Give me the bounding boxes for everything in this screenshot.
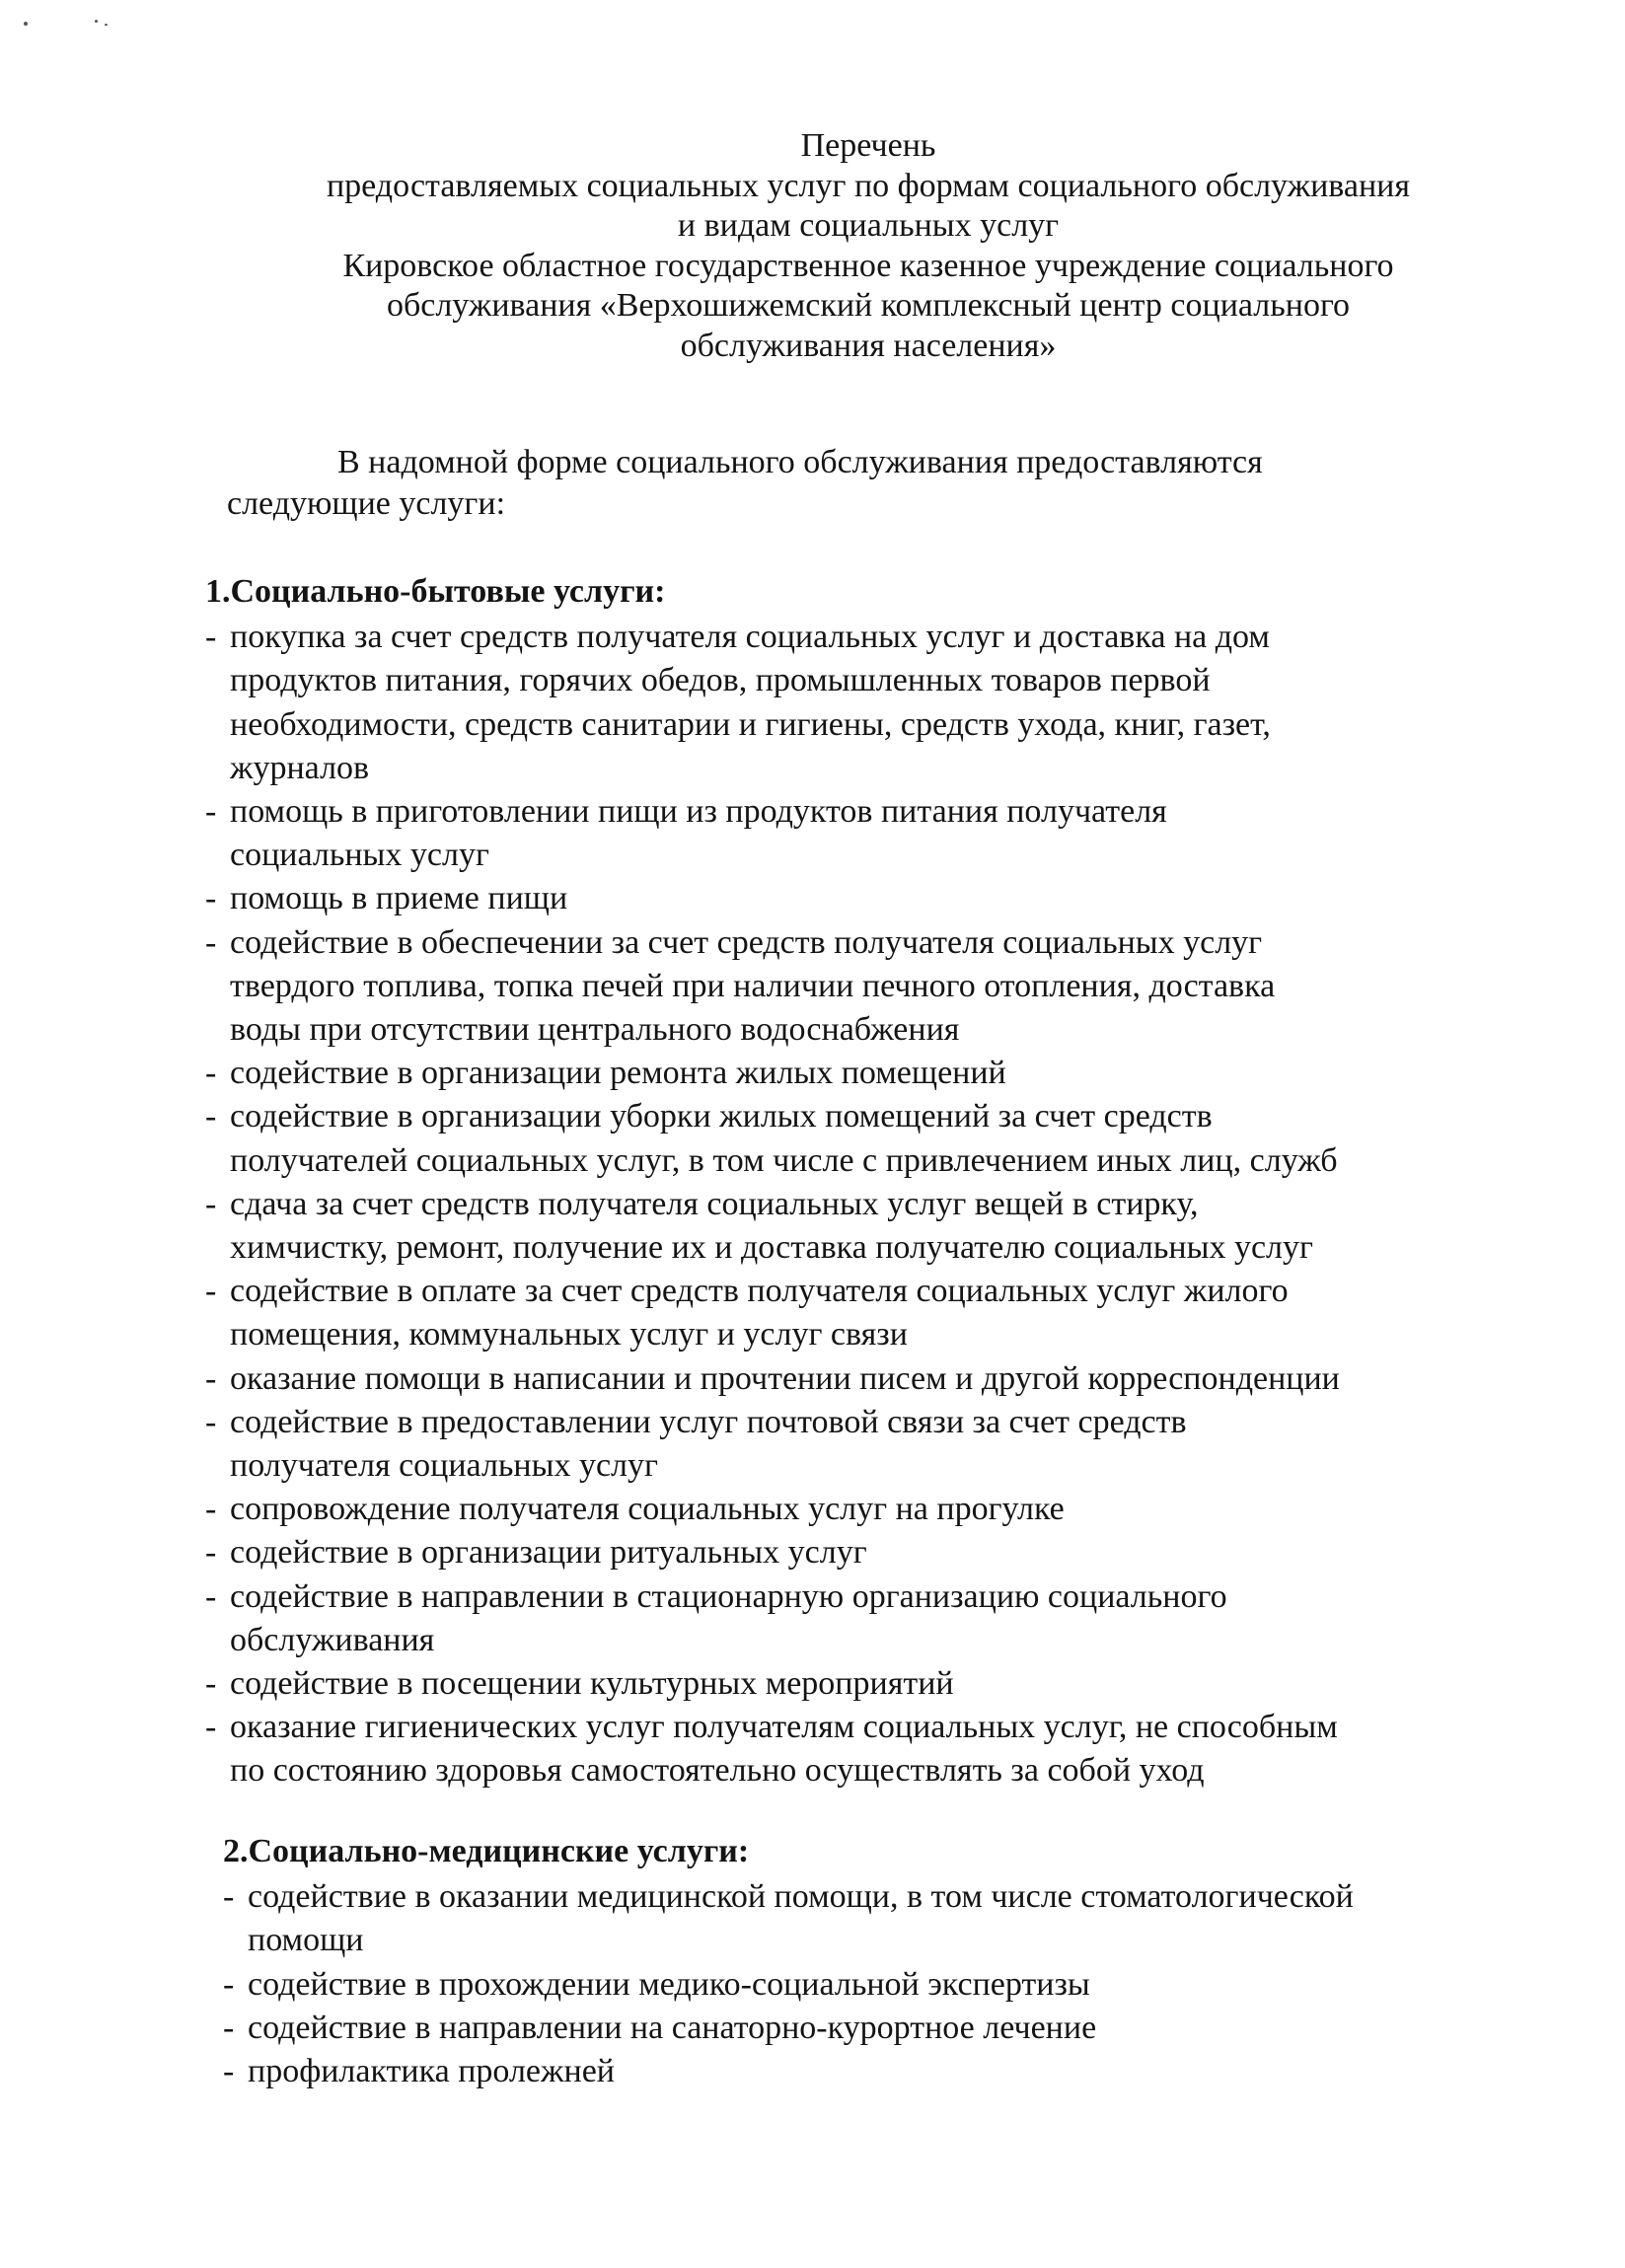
- list-item: [205, 1575, 1606, 1662]
- list-item-text: помощи: [248, 1922, 364, 1959]
- bullet-dash: -: [205, 1665, 217, 1703]
- intro-line: В надомной форме социального обслуживания предоставляются: [337, 444, 1263, 480]
- list-item-text: содействие в прохождении медико-социальной экспертизы: [248, 1965, 1090, 2003]
- list-item: [223, 2007, 1604, 2050]
- bullet-dash: -: [223, 2009, 235, 2046]
- list-item-text: содействие в направлении на санаторно-курортное лечение: [248, 2009, 1097, 2046]
- bullet-dash: -: [205, 793, 217, 831]
- section-heading: 2.Социально-медицинские услуги:: [223, 1833, 750, 1869]
- bullet-dash: -: [205, 1273, 217, 1310]
- list-item: [223, 1875, 1604, 1962]
- title-line: обслуживания «Верхошижемский комплексный центр социального: [386, 287, 1351, 324]
- list-item: [205, 921, 1606, 1053]
- bullet-dash: -: [205, 1403, 217, 1440]
- scan-speck: [24, 22, 28, 26]
- bullet-dash: -: [205, 880, 217, 917]
- intro-paragraph: [227, 442, 1539, 525]
- list-item-text: помещения, коммунальных услуг и услуг связи: [230, 1316, 908, 1353]
- list-item: [223, 1963, 1604, 2007]
- list-item: [205, 1357, 1606, 1401]
- list-item-text: содействие в организации ремонта жилых помещений: [230, 1055, 1006, 1092]
- bullet-dash: -: [205, 1491, 217, 1528]
- list-item-text: содействие в посещении культурных мероприятий: [230, 1665, 954, 1703]
- list-item: [205, 1488, 1606, 1531]
- bullet-dash: -: [205, 1359, 217, 1397]
- list-item: [205, 1531, 1606, 1574]
- list-item-text: покупка за счет средств получателя социальных услуг и доставка на дом: [230, 619, 1270, 656]
- list-item: [205, 616, 1606, 790]
- list-item-text: получателя социальных услуг: [230, 1447, 658, 1485]
- list-item-text: оказание помощи в написании и прочтении писем и другой корреспонденции: [230, 1359, 1340, 1397]
- list-item-text: по состоянию здоровья самостоятельно осуществлять за собой уход: [230, 1752, 1205, 1790]
- list-item: [205, 1183, 1606, 1270]
- scan-speck: [105, 24, 108, 26]
- list-item-text: содействие в оказании медицинской помощи, в том числе стоматологической: [248, 1878, 1354, 1916]
- list-item-text: содействие в оплате за счет средств получателя социальных услуг жилого: [230, 1273, 1289, 1310]
- section-social-household: [205, 570, 1606, 1793]
- section-heading: 1.Социально-бытовые услуги:: [205, 573, 666, 610]
- list-item-text: получателей социальных услуг, в том числе с привлечением иных лиц, служб: [230, 1141, 1338, 1179]
- list-item-text: воды при отсутствии центрального водоснабжения: [230, 1011, 960, 1049]
- list-item-text: содействие в организации ритуальных услуг: [230, 1534, 867, 1572]
- list-item-text: социальных услуг: [230, 837, 489, 874]
- title-line: обслуживания населения»: [680, 327, 1057, 364]
- bullet-dash: -: [205, 923, 217, 961]
- list-item: [205, 790, 1606, 877]
- title-line: предоставляемых социальных услуг по формам социального обслуживания: [326, 167, 1411, 204]
- list-item-text: содействие в предоставлении услуг почтовой связи за счет средств: [230, 1403, 1187, 1440]
- title-line: и видам социальных услуг: [677, 207, 1060, 244]
- bullet-dash: -: [205, 619, 217, 656]
- bullet-dash: -: [223, 1878, 235, 1916]
- bullet-dash: -: [205, 1055, 217, 1092]
- list-item-text: сопровождение получателя социальных услуг на прогулке: [230, 1491, 1065, 1528]
- bullet-dash: -: [205, 1098, 217, 1135]
- scan-speck: [95, 20, 98, 23]
- list-item: [205, 1052, 1606, 1095]
- list-item: [205, 1270, 1606, 1356]
- list-item: [205, 1662, 1606, 1706]
- list-item-text: оказание гигиенических услуг получателям социальных услуг, не способным: [230, 1709, 1338, 1746]
- list-item-text: сдача за счет средств получателя социальных услуг вещей в стирку,: [230, 1185, 1199, 1222]
- bullet-dash: -: [205, 1577, 217, 1615]
- title-line: Перечень: [800, 127, 936, 164]
- list-item-text: необходимости, средств санитарии и гигиены, средств ухода, книг, газет,: [230, 705, 1271, 743]
- intro-line: следующие услуги:: [227, 485, 506, 522]
- service-list: [223, 1875, 1604, 2093]
- list-item-text: профилактика пролежней: [248, 2053, 615, 2090]
- bullet-dash: -: [223, 1965, 235, 2003]
- list-item-text: содействие в организации уборки жилых помещений за счет средств: [230, 1098, 1213, 1135]
- title-line: Кировское областное государственное казенное учреждение социального: [342, 247, 1394, 284]
- service-list: [205, 616, 1606, 1792]
- list-item: [223, 2050, 1604, 2093]
- document-title: [148, 126, 1588, 366]
- list-item: [205, 1706, 1606, 1792]
- list-item-text: продуктов питания, горячих обедов, промышленных товаров первой: [230, 662, 1211, 699]
- list-item-text: химчистку, ремонт, получение их и доставка получателю социальных услуг: [230, 1229, 1313, 1267]
- list-item-text: помощь в приеме пищи: [230, 880, 568, 917]
- list-item-text: обслуживания: [230, 1621, 435, 1658]
- list-item-text: содействие в обеспечении за счет средств получателя социальных услуг: [230, 923, 1263, 961]
- list-item-text: содействие в направлении в стационарную организацию социального: [230, 1577, 1227, 1615]
- list-item: [205, 1401, 1606, 1488]
- list-item-text: помощь в приготовлении пищи из продуктов питания получателя: [230, 793, 1167, 831]
- bullet-dash: -: [205, 1185, 217, 1222]
- bullet-dash: -: [223, 2053, 235, 2090]
- list-item-text: журналов: [230, 749, 370, 786]
- list-item: [205, 877, 1606, 920]
- bullet-dash: -: [205, 1709, 217, 1746]
- list-item-text: твердого топлива, топка печей при наличии печного отопления, доставка: [230, 967, 1276, 1004]
- list-item: [205, 1095, 1606, 1182]
- section-social-medical: [223, 1830, 1604, 2093]
- bullet-dash: -: [205, 1534, 217, 1572]
